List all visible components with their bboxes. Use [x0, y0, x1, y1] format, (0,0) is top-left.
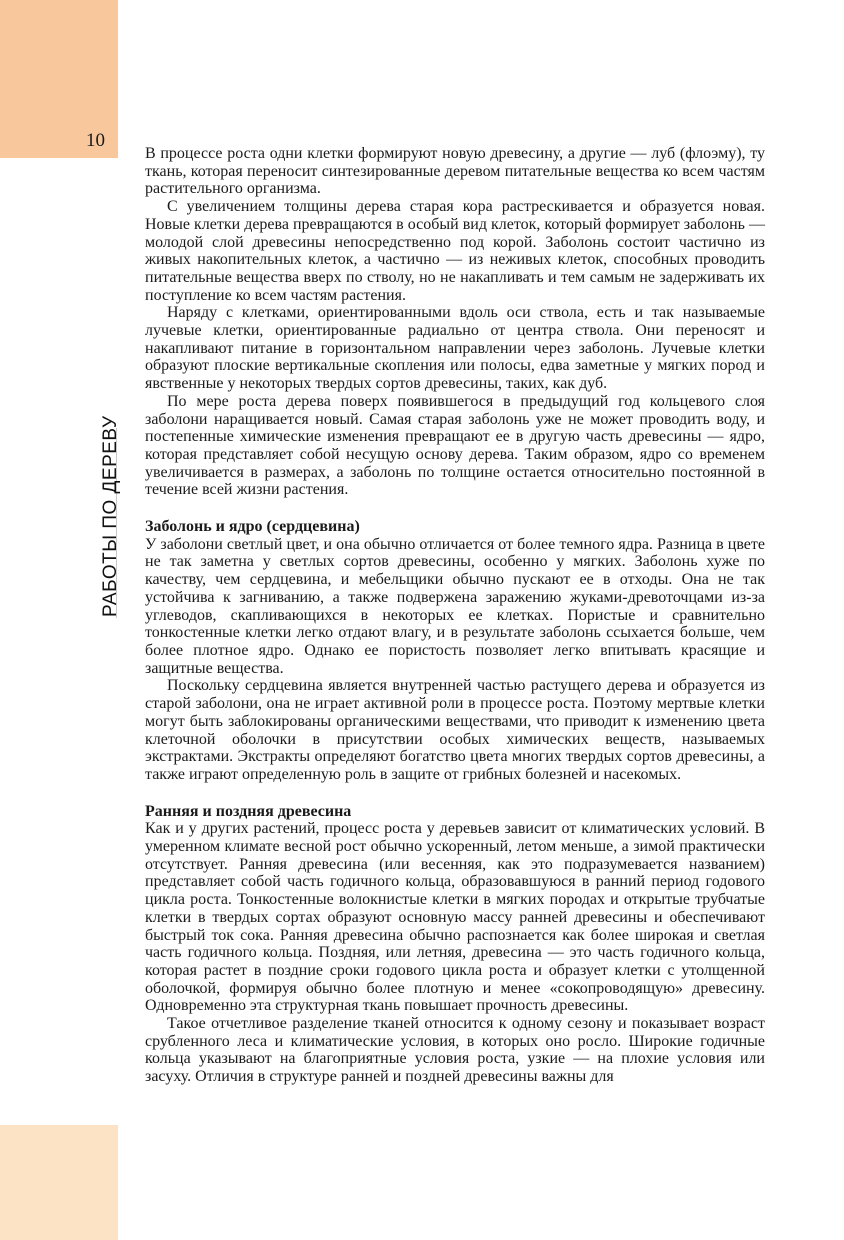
paragraph: По мере роста дерева поверх появившегося в предыдущий год кольцевого слоя заболони наращивается новый. Самая старая заболонь уже не может проводить воду, и постепенные химические изменения превращают ее в другую часть древесины — ядро, которая представляет собой несущую основу дерева. Таким образом, ядро со временем увеличивается в размерах, а заболонь по толщине остается относительно постоянной в течение всей жизни растения. — [145, 392, 765, 499]
paragraph: Как и у других растений, процесс роста у деревьев зависит от климатических условий. В умеренном климате весной рост обычно ускоренный, летом меньше, а зимой практически отсутствует. Ранняя древесина (или весенняя, как это подразумевается названием) представляет собой часть годичного кольца, образовавшуюся в ранний период годового цикла роста. Тонкостенные волокнистые клетки в мягких породах и открытые трубчатые клетки в твердых сортах образуют основную массу ранней древесины и обеспечивают быстрый ток сока. Ранняя древесина обычно распознается как более широкая и светлая часть годичного кольца. Поздняя, или летняя, древесина — это часть годичного кольца, которая растет в поздние сроки годового цикла роста и образует клетки с утолщенной оболочкой, формируя обычно более плотную и менее «сокопроводящую» древесину. Одновременно эта структурная ткань повышает прочность древесины. — [145, 820, 765, 1015]
paragraph: В процессе роста одни клетки формируют новую древесину, а другие — луб (флоэму), ту ткань, которая переносит синтезированные деревом питательные вещества ко всем частям растительного организма. — [145, 145, 765, 198]
section-heading: Ранняя и поздняя древесина — [145, 802, 352, 820]
paragraph: Такое отчетливое разделение тканей относится к одному сезону и показывает возраст срубленного леса и климатические условия, в которых оно росло. Широкие годичные кольца указывают на благоприятные условия роста, узкие — на плохие условия или засуху. Отличия в структуре ранней и поздней древесины важны для — [145, 1015, 765, 1086]
running-section-title: РАБОТЫ ПО ДЕРЕВУ — [100, 415, 121, 617]
page-body — [145, 145, 765, 1086]
paragraph: Наряду с клетками, ориентированными вдоль оси ствола, есть и так называемые лучевые клетки, ориентированные радиально от центра ствола. Они переносят и накапливают питание в горизонтальном направлении через заболонь. Лучевые клетки образуют плоские вертикальные скопления или полосы, едва заметные у мягких пород и явственные у некоторых твердых сортов древесины, таких, как дуб. — [145, 304, 765, 393]
page-number: 10 — [86, 130, 105, 151]
paragraph: У заболони светлый цвет, и она обычно отличается от более темного ядра. Разница в цвете не так заметна у светлых сортов древесины, особенно у мягких. Заболонь хуже по качеству, чем сердцевина, и мебельщики обычно пускают ее в отходы. Она не так устойчива к загниванию, а также подвержена заражению жуками-древоточцами из-за углеводов, скапливающихся в некоторых ее клетках. Пористые и сравнительно тонкостенные клетки легко отдают влагу, и в результате заболонь ссыхается больше, чем более плотное ядро. Однако ее пористость позволяет легко впитывать красящие и защитные вещества. — [145, 535, 765, 677]
section-heading: Заболонь и ядро (сердцевина) — [145, 518, 360, 536]
paragraph: Поскольку сердцевина является внутренней частью растущего дерева и образуется из старой заболони, она не играет активной роли в процессе роста. Поэтому мертвые клетки могут быть заблокированы органическими веществами, что приводит к изменению цвета клеточной оболочки в присутствии особых химических веществ, называемых экстрактами. Экстракты определяют богатство цвета многих твердых сортов древесины, а также играют определенную роль в защите от грибных болезней и насекомых. — [145, 677, 765, 783]
paragraph: С увеличением толщины дерева старая кора растрескивается и образуется новая. Новые клетки дерева превращаются в особый вид клеток, который формирует заболонь — молодой слой древесины непосредственно под корой. Заболонь состоит частично из живых накопительных клеток, а частично — из неживых клеток, способных проводить питательные вещества вверх по стволу, но не накапливать и тем самым не задерживать их поступление ко всем частям растения. — [145, 198, 765, 304]
bottom-margin-band — [0, 1125, 118, 1240]
side-margin — [0, 158, 118, 1125]
